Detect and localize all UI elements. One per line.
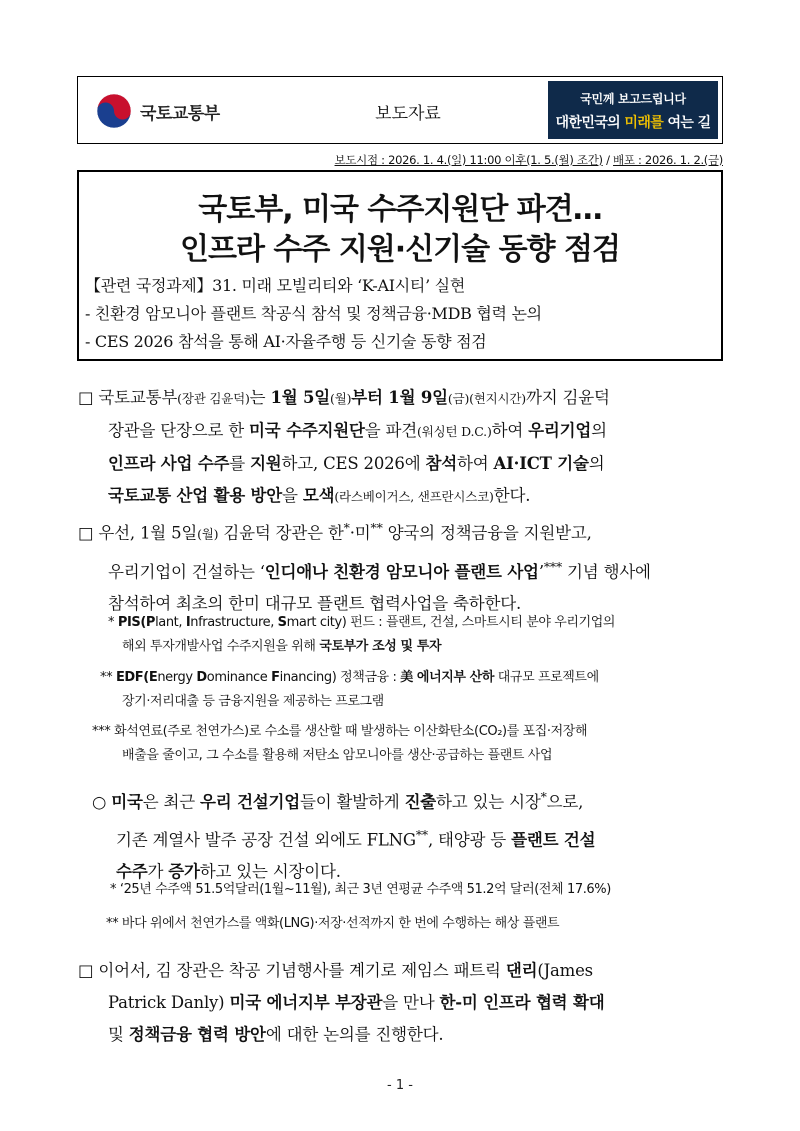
p2-line-1 xyxy=(78,512,728,551)
text: nfrastructure, xyxy=(190,615,278,630)
page-number: - 1 - xyxy=(387,1078,413,1093)
text: □ 국토교통부 xyxy=(78,388,178,407)
text: EDF( xyxy=(115,670,149,685)
p3-line-2 xyxy=(92,819,732,857)
note-4: * ‘25년 수주액 51.5억달러(1월~11월), 최근 3년 연평균 수주액 51.2억 달러(전체 17.6%) xyxy=(110,882,611,897)
text: 하여 xyxy=(491,421,529,440)
text: (월) xyxy=(197,526,219,542)
text: PIS( xyxy=(117,615,146,630)
text: 정책금융 협력 방안 xyxy=(128,1025,266,1044)
text: 하고 있는 시장 xyxy=(436,792,541,812)
footnote-mark: ** xyxy=(415,826,428,842)
note-2-line-2: 장기·저리대출 등 금융지원을 제공하는 프로그램 xyxy=(122,694,384,709)
text: 미국 xyxy=(111,792,143,812)
note-3-line-2: 배출을 줄이고, 그 수소를 활용해 저탄소 암모니아를 생산·공급하는 플랜트 사업 xyxy=(122,748,553,763)
text: S xyxy=(277,615,287,630)
slogan-banner xyxy=(548,81,718,139)
text: 을 만나 xyxy=(382,993,440,1012)
text: nergy xyxy=(157,670,197,685)
text: 기존 계열사 발주 공장 건설 외에도 FLNG xyxy=(116,830,416,849)
text: 를 xyxy=(229,454,251,473)
title-box xyxy=(77,170,723,361)
text: 는 xyxy=(249,388,271,407)
text: 인프라 사업 수주 xyxy=(108,454,230,473)
distribution-date: 배포 : 2026. 1. 2.(금) xyxy=(613,153,723,167)
text: 들이 활발하게 xyxy=(300,792,405,812)
text: 장관을 단장으로 한 xyxy=(108,421,250,440)
text: D xyxy=(196,670,207,685)
text: (워싱턴 D.C.) xyxy=(417,424,492,439)
text: 미국 수주지원단 xyxy=(249,421,365,440)
text: 의 xyxy=(588,454,605,473)
p1-line-4 xyxy=(78,480,728,513)
text: 지원 xyxy=(250,454,282,473)
text: 국토교통 산업 활용 방안 xyxy=(108,486,283,505)
text: 한다. xyxy=(493,486,531,505)
text: 모색 xyxy=(302,486,335,505)
paragraph-2 xyxy=(78,512,728,620)
subheadline-1: - 친환경 암모니아 플랜트 착공식 참석 및 정책금융·MDB 협력 논의 xyxy=(85,304,542,323)
text: 진출 xyxy=(404,792,437,812)
related-task: 【관련 국정과제】31. 미래 모빌리티와 ‘K-AI시티’ 실현 xyxy=(85,276,465,295)
ministry-logo xyxy=(96,91,296,131)
subheadline-2: - CES 2026 참석을 통해 AI·자율주행 등 신기술 동향 점검 xyxy=(85,332,487,351)
p1-line-1 xyxy=(78,382,728,415)
p4-line-1 xyxy=(78,955,728,987)
text: 국토부가 조성 및 투자 xyxy=(319,639,442,654)
taegeuk-logo-icon xyxy=(96,93,132,129)
text: 을 xyxy=(282,486,303,505)
text: ’ xyxy=(538,562,544,581)
text: 해외 투자개발사업 수주지원을 위해 xyxy=(122,639,320,654)
text: □ 이어서, 김 장관은 착공 기념행사를 계기로 제임스 패트릭 xyxy=(78,961,506,980)
release-info xyxy=(335,152,723,168)
header-box xyxy=(77,76,723,144)
text: 미국 에너지부 부장관 xyxy=(229,993,383,1012)
text: AI·ICT 기술 xyxy=(493,454,589,473)
p4-line-2 xyxy=(78,987,728,1019)
note-2 xyxy=(100,666,599,714)
text: 정책금융 : xyxy=(336,670,401,685)
text: 우리 건설기업 xyxy=(200,792,301,812)
text: 댄리 xyxy=(505,961,538,980)
p1-line-3 xyxy=(78,448,728,480)
text: 의 xyxy=(591,421,607,440)
release-label: 보도시점 : xyxy=(334,153,389,167)
text: F xyxy=(271,670,280,685)
note-mark: * xyxy=(108,615,115,630)
subheadlines xyxy=(85,272,715,356)
text: lant, xyxy=(155,615,186,630)
note-mark: ** xyxy=(100,670,113,685)
text: 에 대한 논의를 진행한다. xyxy=(265,1025,444,1044)
text: 1월 5일 xyxy=(270,388,331,407)
footnote-mark: *** xyxy=(543,558,563,574)
headline-line-1: 국토부, 미국 수주지원단 파견… xyxy=(198,192,602,227)
text: 부터 1월 9일 xyxy=(351,388,448,407)
headline-line-2: 인프라 수주 지원·신기술 동향 점검 xyxy=(180,232,620,267)
text: □ 우선, 1월 5일 xyxy=(78,523,198,543)
text: 참석 xyxy=(425,454,457,473)
banner-bottom-text xyxy=(548,112,718,132)
text: 하고, CES 2026에 xyxy=(281,454,426,473)
footnote-mark: ** xyxy=(370,520,383,535)
embargo-time: 2026. 1. 4.(일) 11:00 이후(1. 5.(월) 조간) xyxy=(388,153,603,167)
text: 우리기업 xyxy=(528,421,592,440)
text: 하고 있는 시장이다. xyxy=(199,862,341,881)
text: 기념 행사에 xyxy=(562,562,651,581)
banner-top-text: 국민께 보고드립니다 xyxy=(580,92,686,106)
text: (금)(현지시간) xyxy=(447,391,526,406)
paragraph-3 xyxy=(92,781,732,888)
text: 수주 xyxy=(116,862,148,881)
text: 우리기업이 건설하는 ‘ xyxy=(108,562,265,581)
text: E xyxy=(148,670,158,685)
text: (장관 김윤덕) xyxy=(177,391,250,406)
text: mart city) xyxy=(286,615,347,630)
text: 인디애나 친환경 암모니아 플랜트 사업 xyxy=(264,562,539,581)
text: 은 최근 xyxy=(142,792,201,812)
p1-line-2 xyxy=(78,415,728,448)
note-1-line-2 xyxy=(108,635,615,659)
p3-line-1 xyxy=(92,781,732,819)
text: Patrick Danly) xyxy=(108,993,230,1012)
release-sep: / xyxy=(602,153,614,167)
note-1 xyxy=(108,611,615,659)
p2-line-2 xyxy=(78,551,728,589)
text: ○ xyxy=(92,792,112,812)
text: inancing) xyxy=(279,670,337,685)
text: 까지 김윤덕 xyxy=(525,388,610,407)
text: 플랜트 건설 xyxy=(511,830,596,849)
text: ·미 xyxy=(349,523,371,543)
text: 김윤덕 장관은 한 xyxy=(218,523,344,543)
headline xyxy=(79,190,721,270)
note-3 xyxy=(92,720,587,768)
text: 화석연료(주로 천연가스)로 수소를 생산할 때 발생하는 이산화탄소(CO₂)를 포집·저장해 xyxy=(114,724,588,739)
text: 양국의 정책금융을 지원받고, xyxy=(382,523,592,543)
note-mark: *** xyxy=(92,724,111,739)
text: 하여 xyxy=(457,454,494,473)
banner-part: 여는 길 xyxy=(663,115,711,131)
text: 대규모 프로젝트에 xyxy=(494,670,599,685)
footnote-mark: * xyxy=(343,520,350,535)
paragraph-4 xyxy=(78,955,728,1051)
doc-type-title: 보도자료 xyxy=(375,104,441,124)
p4-line-3 xyxy=(78,1019,728,1051)
footnote-mark: * xyxy=(540,789,547,804)
ministry-name: 국토교통부 xyxy=(140,104,220,124)
text: (James xyxy=(537,961,593,980)
text: 을 파견 xyxy=(364,421,418,440)
note-5: ** 바다 위에서 천연가스를 액화(LNG)·저장·선적까지 한 번에 수행하는 해상 플랜트 xyxy=(106,916,560,931)
paragraph-1 xyxy=(78,382,728,513)
text: 증가 xyxy=(168,862,200,881)
p2-line-3: 참석하여 최초의 한미 대규모 플랜트 협력사업을 축하한다. xyxy=(108,594,522,613)
text: 한-미 인프라 협력 확대 xyxy=(439,993,605,1012)
text: 및 xyxy=(108,1025,129,1044)
text: ominance xyxy=(206,670,272,685)
text: P xyxy=(145,615,156,630)
text: (라스베이거스, 샌프란시스코) xyxy=(334,489,494,504)
banner-part: 대한민국의 xyxy=(555,115,625,131)
text: 美 에너지부 산하 xyxy=(400,670,495,685)
text: (월) xyxy=(330,391,352,406)
banner-highlight: 미래를 xyxy=(624,115,664,131)
text: , 태양광 등 xyxy=(427,830,512,849)
text: 으로, xyxy=(546,792,584,812)
text: I xyxy=(185,615,191,630)
text: 펀드 : 플랜트, 건설, 스마트시티 분야 우리기업의 xyxy=(346,615,616,630)
text: 가 xyxy=(147,862,169,881)
